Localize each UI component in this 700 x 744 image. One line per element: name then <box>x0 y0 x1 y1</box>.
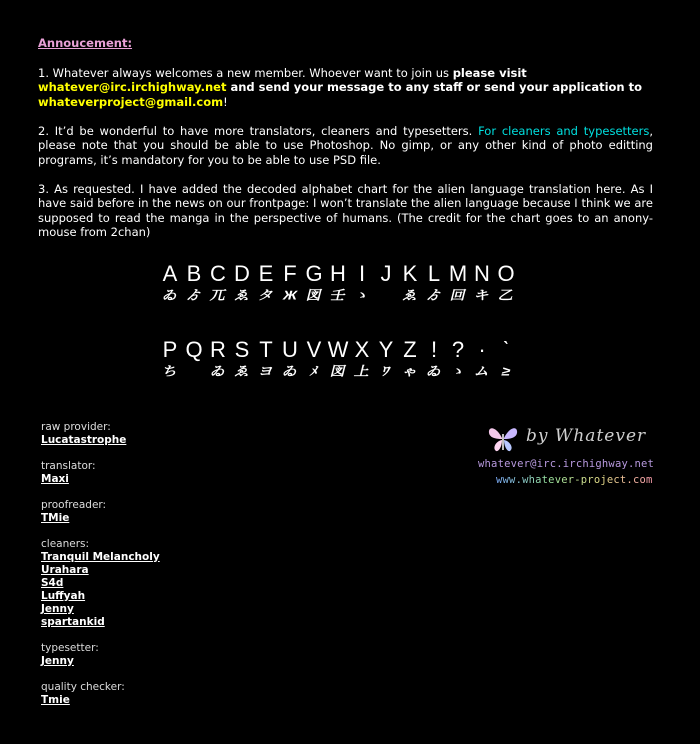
alien-glyph: ち <box>160 364 180 379</box>
alphabet-letter: Q <box>185 337 203 362</box>
alphabet-chart-row-2 <box>158 338 518 382</box>
alphabet-letter: O <box>497 261 515 286</box>
alien-glyph: ゟ <box>184 288 204 303</box>
alphabet-letter: J <box>380 261 392 286</box>
alphabet-letter: F <box>283 261 297 286</box>
credit-name[interactable]: Tranquil Melancholy <box>41 551 160 563</box>
alien-glyph: ゟ <box>424 288 444 303</box>
credit-role: translator: <box>41 460 96 472</box>
alphabet-chart-row-1 <box>158 262 518 306</box>
credit-name[interactable]: Tmie <box>41 694 70 706</box>
alphabet-letter: W <box>327 337 349 362</box>
alphabet-letter: ? <box>451 337 465 362</box>
alien-glyph: タ <box>256 288 276 303</box>
announcement-title: Annoucement: <box>38 36 133 50</box>
alphabet-letter: I <box>358 261 366 286</box>
alien-glyph: ゝ <box>448 364 468 379</box>
alphabet-letter: R <box>210 337 226 362</box>
announcement-item-2 <box>38 124 653 168</box>
alphabet-letters <box>158 338 518 362</box>
credit-role: cleaners: <box>41 538 90 550</box>
alien-glyph: ゑ <box>232 364 252 379</box>
p1-text-b: please visit <box>452 65 527 80</box>
credit-name[interactable]: Luffyah <box>41 590 86 602</box>
alphabet-letter: A <box>162 261 178 286</box>
logo-irc: whatever@irc.irchighway.net <box>478 458 655 470</box>
email-link[interactable]: whateverproject@gmail.com <box>38 94 224 109</box>
alien-glyph: Ж <box>281 288 299 303</box>
alphabet-letter: T <box>259 337 273 362</box>
butterfly-icon <box>486 424 520 458</box>
alien-glyph: ﾜ <box>380 364 392 379</box>
alphabet-letter: P <box>162 337 178 362</box>
alphabet-letters <box>158 262 518 286</box>
alphabet-letter: L <box>427 261 441 286</box>
alien-glyph: ゃ <box>400 364 420 379</box>
alien-glyphs <box>158 362 518 382</box>
p1-text-a: 1. Whatever always welcomes a new member. Whoever want to join us <box>38 65 453 80</box>
alien-glyph: 兀 <box>208 288 228 303</box>
credit-role: quality checker: <box>41 681 125 693</box>
announcement <box>38 36 653 254</box>
credit-name[interactable]: TMie <box>41 512 70 524</box>
p2-text-c: , please note that you should be able to use Photoshop. No gimp, or any other kind of photo editting programs, it’s mandatory for you to be able to use PSD file. <box>38 123 653 167</box>
credit-name[interactable]: spartankid <box>41 616 105 628</box>
alien-glyph: 回 <box>448 288 468 303</box>
alien-glyph: ヨ <box>256 364 276 379</box>
alien-glyph: ﾒ <box>308 364 320 379</box>
alien-glyph: ゐ <box>208 364 228 379</box>
irc-link[interactable]: whatever@irc.irchighway.net <box>38 80 227 94</box>
alphabet-letter: G <box>305 261 323 286</box>
alphabet-letter: ˋ <box>502 337 510 362</box>
announcement-item-1 <box>38 66 653 110</box>
alien-glyph: ム <box>472 364 492 379</box>
alphabet-letter: K <box>402 261 418 286</box>
alphabet-letter: X <box>354 337 370 362</box>
logo-byline: by Whatever <box>526 426 647 446</box>
alphabet-letter: D <box>234 261 250 286</box>
p2-highlight: For cleaners and typesetters <box>478 123 650 138</box>
credit-name[interactable]: Maxi <box>41 473 69 485</box>
alien-glyph: 乙 <box>496 288 516 303</box>
alien-glyph: 図 <box>328 364 348 379</box>
alphabet-letter: Z <box>403 337 417 362</box>
credit-name[interactable]: Urahara <box>41 564 89 576</box>
credit-name[interactable]: Jenny <box>41 603 74 615</box>
credit-role: raw provider: <box>41 421 111 433</box>
alphabet-letter: N <box>474 261 490 286</box>
alphabet-letter: E <box>258 261 274 286</box>
alien-glyph: 図 <box>304 288 324 303</box>
alphabet-letter: B <box>186 261 202 286</box>
credit-name[interactable]: Lucatastrophe <box>41 434 127 446</box>
whatever-logo <box>478 422 658 492</box>
logo-website: www.whatever-project.com <box>496 474 653 486</box>
alien-glyphs <box>158 286 518 306</box>
credit-role: typesetter: <box>41 642 99 654</box>
p1-text-f: ! <box>223 94 228 109</box>
credit-role: proofreader: <box>41 499 107 511</box>
alphabet-letter: ! <box>430 337 438 362</box>
alphabet-letter: · <box>478 337 486 362</box>
alien-glyph: ゑ <box>400 288 420 303</box>
alphabet-letter: U <box>282 337 298 362</box>
credits-list <box>41 421 160 707</box>
alien-glyph: ゐ <box>160 288 180 303</box>
p2-text-a: 2. It’d be wonderful to have more translators, cleaners and typesetters. <box>38 123 479 138</box>
alien-glyph: 上 <box>352 364 372 379</box>
alien-glyph: 壬 <box>328 288 348 303</box>
alien-glyph: ゐ <box>280 364 300 379</box>
alphabet-letter: C <box>210 261 226 286</box>
announcement-item-3: 3. As requested. I have added the decoded alphabet chart for the alien language translation here. As I have said before in the news on our frontpage: I won’t translate the alien language because I think we are supposed to read the manga in the perspective of humans. (The credit for the chart goes to an anony-mouse from 2chan) <box>38 181 653 239</box>
alien-glyph: ≥ <box>500 364 513 379</box>
alphabet-letter: S <box>234 337 250 362</box>
credit-name[interactable]: S4d <box>41 577 64 589</box>
credit-name[interactable]: Jenny <box>41 655 74 667</box>
alphabet-letter: M <box>448 261 468 286</box>
alphabet-letter: Y <box>378 337 394 362</box>
alien-glyph: ゐ <box>424 364 444 379</box>
alien-glyph: キ <box>472 288 492 303</box>
alien-glyph: ゑ <box>232 288 252 303</box>
alphabet-letter: H <box>330 261 346 286</box>
p1-text-d: and send your message to any staff or send your application to <box>226 80 643 94</box>
alphabet-letter: V <box>306 337 322 362</box>
alien-glyph: ゝ <box>352 288 372 303</box>
